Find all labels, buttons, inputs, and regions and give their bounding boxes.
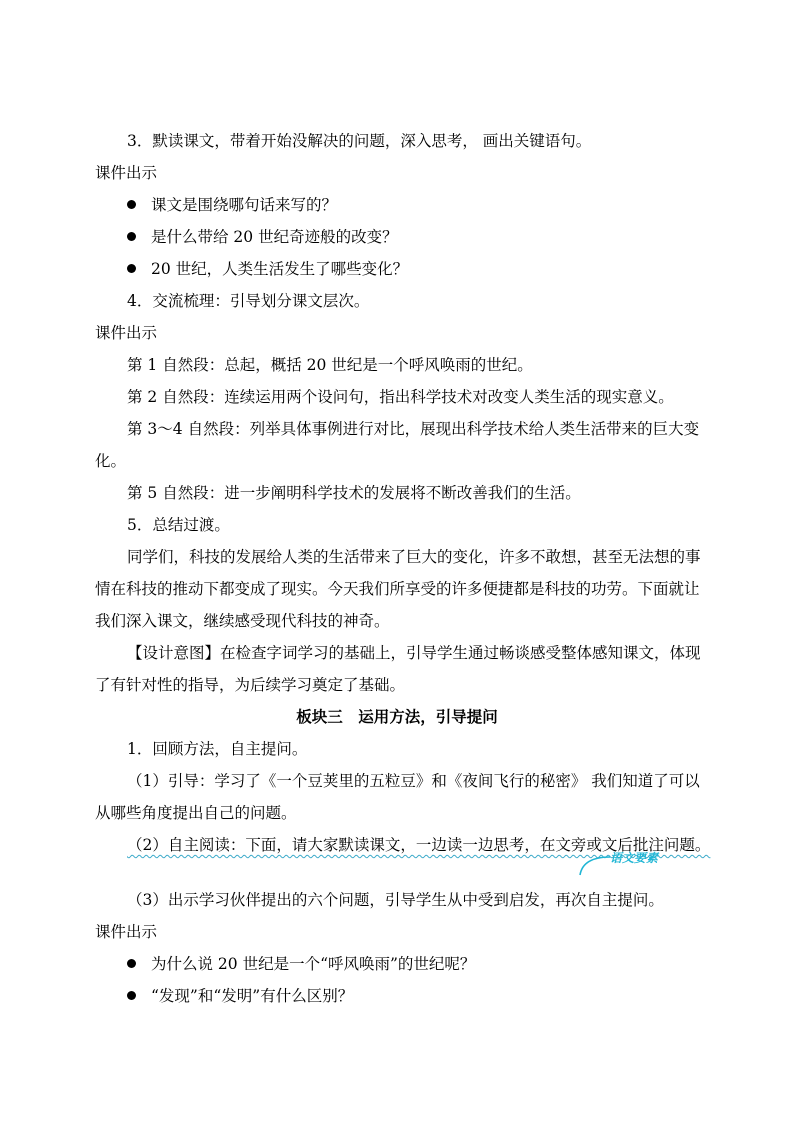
paragraph-summary: 第 1 自然段：总起，概括 20 世纪是一个呼风唤雨的世纪。 [127, 356, 533, 374]
bullet-icon [127, 991, 136, 1000]
step-3-text: 3．默读课文，带着开始没解决的问题，深入思考， 画出关键语句。 [127, 132, 592, 150]
section-heading: 板块三 运用方法，引导提问 [296, 707, 498, 726]
bullet-item [127, 227, 398, 247]
bullet-item [127, 259, 408, 279]
courseware-label: 课件出示 [95, 923, 158, 941]
bullet-text: 20 世纪，人类生活发生了哪些变化？ [151, 260, 409, 278]
bullet-item [127, 954, 475, 974]
bullet-text: 为什么说 20 世纪是一个“呼风唤雨”的世纪呢？ [151, 955, 476, 973]
bullet-icon [127, 232, 136, 241]
bullet-icon [127, 959, 136, 968]
method-step-1-1: （1）引导：学习了《一个豆荚里的五粒豆》和《夜间飞行的秘密》 我们知道了可以 [127, 772, 700, 790]
design-intent: 【设计意图】在检查字词学习的基础上，引导学生通过畅谈感受整体感知课文，体现 [127, 644, 701, 662]
bullet-item [127, 195, 337, 215]
swoosh-icon [578, 843, 698, 879]
step-5-text: 5．总结过渡。 [127, 516, 230, 534]
paragraph-summary: 第 2 自然段：连续运用两个设问句，指出科学技术对改变人类生活的现实意义。 [127, 388, 674, 406]
method-step-1-2-text: （2）自主阅读：下面，请大家默读课文，一边读一边思考，在文旁或文后批注问题。 [127, 836, 711, 854]
paragraph-summary-cont: 化。 [95, 452, 127, 470]
transition-text: 我们深入课文，继续感受现代科技的神奇。 [95, 612, 390, 630]
bullet-text: 课文是围绕哪句话来写的？ [151, 196, 338, 214]
method-step-1: 1．回顾方法，自主提问。 [127, 740, 308, 758]
transition-text: 情在科技的推动下都变成了现实。今天我们所享受的许多便捷都是科技的功劳。下面就让 [95, 580, 700, 598]
bullet-item [127, 986, 353, 1006]
courseware-label: 课件出示 [95, 324, 158, 342]
courseware-label: 课件出示 [95, 164, 158, 182]
paragraph-summary: 第 5 自然段：进一步阐明科学技术的发展将不断改善我们的生活。 [127, 484, 581, 502]
step-4-text: 4．交流梳理：引导划分课文层次。 [127, 292, 370, 310]
badge-text: 语文要素 [610, 851, 659, 865]
bullet-icon [127, 200, 136, 209]
chinese-element-badge [578, 843, 698, 879]
bullet-icon [127, 264, 136, 273]
bullet-text: “发现”和“发明”有什么区别？ [151, 987, 354, 1005]
bullet-text: 是什么带给 20 世纪奇迹般的改变？ [151, 228, 398, 246]
design-intent: 了有针对性的指导，为后续学习奠定了基础。 [95, 676, 406, 694]
method-step-1-1-cont: 从哪些角度提出自己的问题。 [95, 804, 297, 822]
paragraph-summary: 第 3～4 自然段：列举具体事例进行对比，展现出科学技术给人类生活带来的巨大变 [127, 420, 700, 438]
method-step-1-3: （3）出示学习伙伴提出的六个问题，引导学生从中受到启发，再次自主提问。 [127, 891, 664, 909]
transition-text: 同学们，科技的发展给人类的生活带来了巨大的变化，许多不敢想，甚至无法想的事 [127, 548, 701, 566]
